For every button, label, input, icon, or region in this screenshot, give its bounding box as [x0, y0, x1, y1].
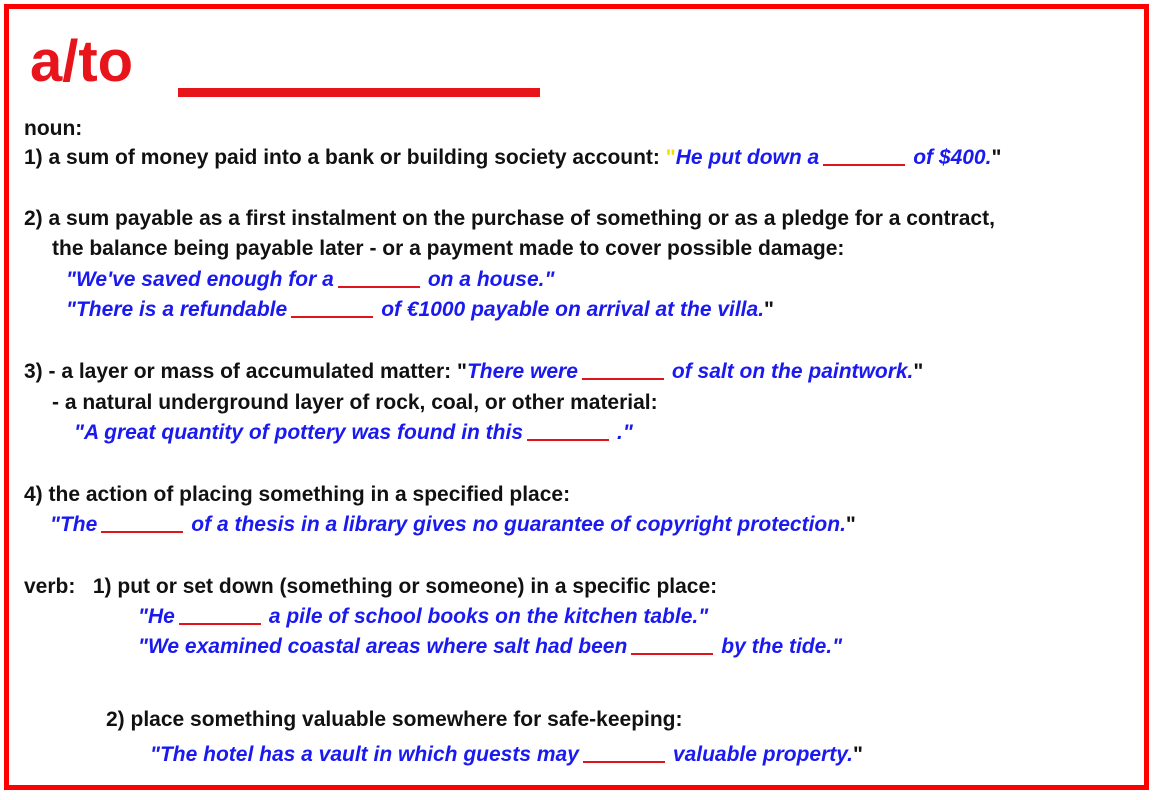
definition-1	[24, 145, 1001, 171]
title-blank	[178, 88, 540, 97]
example-3b	[74, 420, 633, 446]
example-3b-post: ."	[617, 421, 633, 444]
example-2a-post: on a house."	[427, 268, 555, 291]
verb-example-2	[150, 742, 863, 768]
noun-label: noun:	[24, 117, 83, 140]
example-3a-post: of salt on the paintwork.	[671, 360, 914, 383]
example-2b-pre: "There is a refundable	[66, 298, 288, 321]
quote-mark: "	[913, 360, 924, 383]
example-2a	[66, 267, 554, 293]
example-4	[50, 512, 856, 538]
definition-2-line-2: the balance being payable later - or a payment made to cover possible damage:	[52, 237, 845, 260]
verb-example-1b	[138, 634, 842, 660]
example-4-pre: "The	[50, 513, 98, 536]
example-3b-pre: "A great quantity of pottery was found in this	[74, 421, 524, 444]
verb-example-1a-pre: "He	[138, 605, 175, 628]
verb-example-1a	[138, 604, 708, 630]
answer-blank	[179, 623, 261, 625]
example-2b-post: of €1000 payable on arrival at the villa.	[381, 298, 765, 321]
example-3a-pre: There were	[466, 360, 578, 383]
title-word: a/to	[30, 29, 134, 94]
example-2a-pre: "We've saved enough for a	[66, 268, 334, 291]
example-4-post: of a thesis in a library gives no guarantee of copyright protection.	[191, 513, 846, 536]
example-1-pre: He put down a	[675, 146, 820, 169]
verb-example-1a-post: a pile of school books on the kitchen table."	[268, 605, 709, 628]
definition-1-text: 1) a sum of money paid into a bank or building society account:	[24, 146, 660, 169]
definition-3-line-2: - a natural underground layer of rock, coal, or other material:	[52, 391, 658, 414]
answer-blank	[583, 761, 665, 763]
verb-definition-1	[24, 574, 717, 600]
verb-definition-2-text: 2) place something valuable somewhere for safe-keeping:	[106, 708, 683, 731]
answer-blank	[582, 378, 664, 380]
quote-mark: "	[764, 298, 774, 321]
answer-blank	[631, 653, 713, 655]
definition-2-line-1: 2) a sum payable as a first instalment on the purchase of something or as a pledge for a contract,	[24, 207, 995, 230]
verb-definition-1-text: 1) put or set down (something or someone) in a specific place:	[92, 575, 718, 598]
quote-mark: "	[853, 743, 863, 766]
verb-example-2-pre: "The hotel has a vault in which guests may	[150, 743, 579, 766]
verb-example-1b-post: by the tide."	[721, 635, 843, 658]
quote-mark: "	[457, 360, 467, 383]
quote-mark: "	[845, 513, 856, 536]
quote-mark: "	[665, 146, 676, 169]
answer-blank	[338, 286, 420, 288]
definition-3	[24, 359, 923, 385]
example-2b	[66, 297, 774, 323]
verb-example-1b-pre: "We examined coastal areas where salt had been	[138, 635, 628, 658]
answer-blank	[101, 531, 183, 533]
answer-blank	[291, 316, 373, 318]
example-1-post: of $400.	[913, 146, 992, 169]
definition-4-text: 4) the action of placing something in a specified place:	[24, 483, 571, 506]
answer-blank	[823, 164, 905, 166]
quote-mark: "	[991, 146, 1002, 169]
definition-3-text: 3) - a layer or mass of accumulated matter:	[24, 360, 452, 383]
verb-example-2-post: valuable property.	[672, 743, 854, 766]
verb-label: verb:	[24, 575, 76, 598]
answer-blank	[527, 439, 609, 441]
